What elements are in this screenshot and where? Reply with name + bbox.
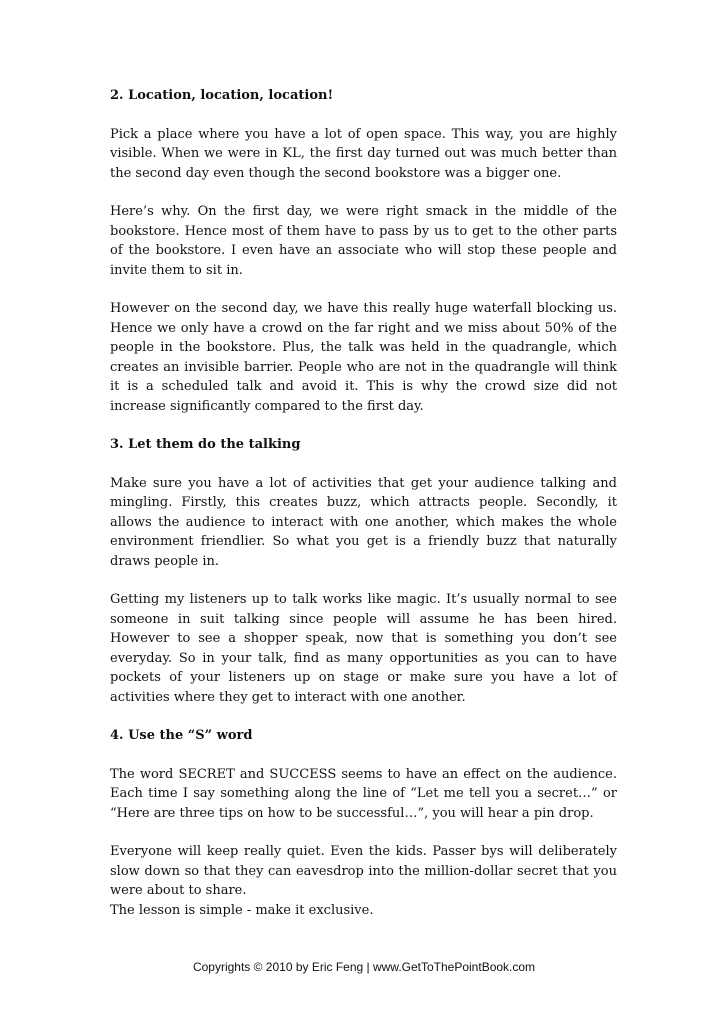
section-heading-location: 2. Location, location, location!	[110, 88, 334, 103]
paragraph: Here’s why. On the first day, we were right smack in the middle of the bookstore. Hence most of them have to pass by us to get to the other parts of the bookstore. I even have an associate who will stop these people and invite them to sit in.	[110, 204, 617, 278]
section-heading-talking: 3. Let them do the talking	[110, 437, 301, 452]
page-footer: Copyrights © 2010 by Eric Feng | www.GetToThePointBook.com	[192, 960, 536, 974]
paragraph: Pick a place where you have a lot of open space. This way, you are highly visible. When we were in KL, the first day turned out was much better than the second day even though the second bookstore was a bigger one.	[110, 126, 617, 181]
paragraph: Everyone will keep really quiet. Even the kids. Passer bys will deliberately slow down so that they can eavesdrop into the million-dollar secret that you were about to share.	[110, 844, 617, 898]
paragraph: However on the second day, we have this really huge waterfall blocking us. Hence we only have a crowd on the far right and we miss about 50% of the people in the bookstore. Plus, the talk was held in the quadrangle, which creates an invisible barrier. People who are not in the quadrangle will think it is a scheduled talk and avoid it. This is why the crowd size did not increase significantly compared to the first day.	[110, 301, 617, 414]
paragraph: Getting my listeners up to talk works like magic. It’s usually normal to see someone in suit talking since people will assume he has been hired. However to see a shopper speak, now that is something you don’t see everyday. So in your talk, find as many opportunities as you can to have pockets of your listeners up on stage or make sure you have a lot of activities where they get to interact with one another.	[110, 592, 617, 705]
section-heading-s-word: 4. Use the “S” word	[110, 728, 253, 743]
paragraph: The lesson is simple - make it exclusive.	[110, 902, 374, 918]
document-body	[110, 86, 617, 939]
paragraph: Make sure you have a lot of activities that get your audience talking and mingling. Firstly, this creates buzz, which attracts people. Secondly, it allows the audience to interact with one another, which makes the whole environment friendlier. So what you get is a friendly buzz that naturally draws people in.	[110, 475, 617, 569]
paragraph: The word SECRET and SUCCESS seems to have an effect on the audience. Each time I say something along the line of “Let me tell you a secret…” or “Here are three tips on how to be successful…”, you will hear a pin drop.	[110, 766, 617, 821]
